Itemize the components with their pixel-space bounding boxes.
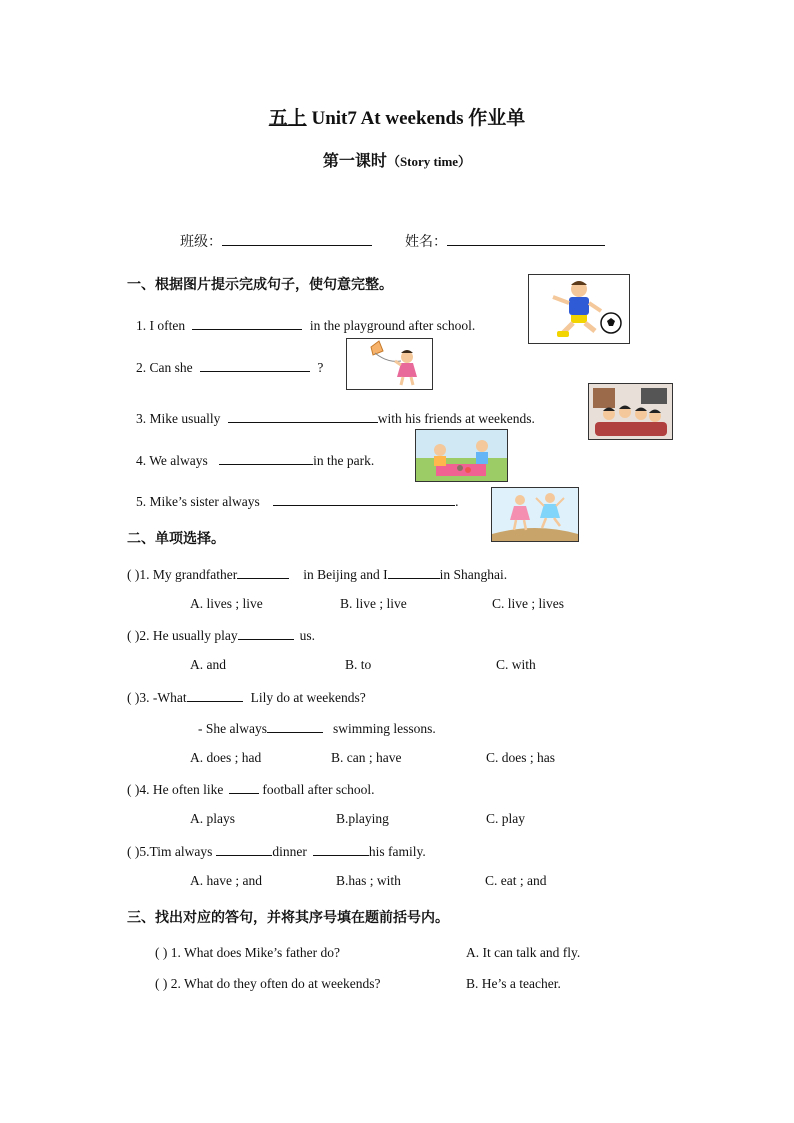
children-having-picnic-image (415, 429, 508, 482)
subtitle-paren: （Story time） (386, 154, 472, 169)
section3-heading: 三、找出对应的答句，并将其序号填在题前括号内。 (127, 910, 449, 926)
mc-q4-option-c[interactable]: C. play (486, 811, 525, 826)
match-item-1-paren[interactable]: ( ) (155, 945, 168, 960)
match-item-2-paren[interactable]: ( ) (155, 976, 168, 991)
class-field (180, 231, 372, 251)
name-field (405, 231, 605, 251)
mc-q5-blank-1[interactable] (216, 842, 272, 856)
s1-item-5-rest: . (455, 494, 459, 509)
mc-q1-option-a[interactable]: A. lives ; live (190, 596, 263, 611)
mc-q2-option-a[interactable]: A. and (190, 657, 226, 672)
mc-q2-blank[interactable] (238, 626, 294, 640)
mc-q2-text-2: us. (299, 628, 315, 643)
s1-item-2-text: 2. Can she (136, 360, 193, 375)
mc-q4-text: 4. He often like (139, 782, 224, 797)
s1-item-5 (136, 492, 459, 510)
title-main: Unit7 At weekends (311, 108, 464, 129)
section2-heading: 二、单项选择。 (127, 531, 225, 547)
mc-q3-option-c[interactable]: C. does ; has (486, 750, 555, 765)
name-blank[interactable] (447, 232, 605, 246)
s1-item-2-blank[interactable] (200, 358, 310, 372)
mc-q3-blank-1[interactable] (187, 688, 243, 702)
mc-q3-text-2: Lily do at weekends? (250, 690, 366, 705)
s1-item-1 (136, 316, 475, 334)
title-prefix: 五上 (268, 108, 307, 129)
mc-q4-option-b[interactable]: B.playing (336, 811, 389, 826)
mc-question-1 (127, 565, 507, 583)
mc-q5-option-a[interactable]: A. have ; and (190, 873, 262, 888)
mc-q1-text-3: in Shanghai. (439, 567, 508, 582)
mc-q1-option-c[interactable]: C. live ; lives (492, 596, 564, 611)
mc-q4-text-2: football after school. (262, 782, 375, 797)
match-item-1-question: 1. What does Mike’s father do? (170, 945, 340, 960)
mc-q1-blank-1[interactable] (237, 565, 289, 579)
mc-q1-text-2: in Beijing and I (303, 567, 388, 582)
match-item-2-question: 2. What do they often do at weekends? (170, 976, 381, 991)
mc-q3-answer-text: - She always (198, 721, 267, 736)
mc-q5-blank-2[interactable] (313, 842, 369, 856)
match-item-1 (155, 945, 340, 961)
mc-q2-answer-paren[interactable]: ( ) (127, 628, 140, 643)
s1-item-2 (136, 358, 323, 376)
mc-q3-answer-paren[interactable]: ( ) (127, 690, 140, 705)
mc-q3-text: 3. -What (139, 690, 187, 705)
s1-item-3 (136, 409, 535, 427)
mc-q3-blank-2[interactable] (267, 719, 323, 733)
s1-item-1-rest: in the playground after school. (309, 318, 476, 333)
mc-q1-blank-2[interactable] (388, 565, 440, 579)
match-answer-a: A. It can talk and fly. (466, 945, 581, 960)
page-title (0, 103, 794, 130)
mc-q5-text-3: his family. (368, 844, 426, 859)
mc-q1-answer-paren[interactable]: ( ) (127, 567, 140, 582)
mc-q4-blank[interactable] (229, 780, 259, 794)
mc-q3-line-2 (198, 719, 436, 737)
page-subtitle (0, 148, 794, 171)
mc-q2-option-c[interactable]: C. with (496, 657, 536, 672)
s1-item-1-blank[interactable] (192, 316, 302, 330)
mc-q4-answer-paren[interactable]: ( ) (127, 782, 140, 797)
s1-item-5-blank[interactable] (273, 492, 455, 506)
s1-item-4-blank[interactable] (219, 451, 313, 465)
subtitle-main: 第一课时 (322, 153, 387, 170)
mc-question-2 (127, 626, 315, 644)
match-item-2 (155, 976, 380, 992)
friends-watching-film-image (588, 383, 673, 440)
mc-q3-option-a[interactable]: A. does ; had (190, 750, 262, 765)
s1-item-1-text: 1. I often (136, 318, 186, 333)
mc-q1-text: 1. My grandfather (139, 567, 238, 582)
boy-playing-football-image (528, 274, 630, 344)
mc-q5-text-2: dinner (272, 844, 307, 859)
title-suffix: 作业单 (468, 108, 526, 129)
class-label: 班级： (180, 234, 222, 250)
mc-q4-option-a[interactable]: A. plays (190, 811, 235, 826)
mc-q2-text: 2. He usually play (139, 628, 238, 643)
mc-q5-option-c[interactable]: C. eat ; and (485, 873, 547, 888)
s1-item-4 (136, 451, 374, 469)
mc-question-5 (127, 842, 426, 860)
mc-q2-option-b[interactable]: B. to (345, 657, 372, 672)
girls-dancing-image (491, 487, 579, 542)
s1-item-3-text: 3. Mike usually (136, 411, 221, 426)
mc-q3-option-b[interactable]: B. can ; have (331, 750, 402, 765)
s1-item-3-rest: with his friends at weekends. (377, 411, 535, 426)
mc-q5-text: 5.Tim always (139, 844, 213, 859)
name-label: 姓名： (405, 234, 447, 250)
class-blank[interactable] (222, 232, 372, 246)
section1-heading: 一、根据图片提示完成句子，使句意完整。 (127, 277, 393, 293)
mc-question-4 (127, 780, 374, 798)
mc-q1-option-b[interactable]: B. live ; live (340, 596, 407, 611)
s1-item-4-rest: in the park. (313, 453, 375, 468)
s1-item-2-rest: ? (317, 360, 324, 375)
mc-q5-answer-paren[interactable]: ( ) (127, 844, 140, 859)
mc-question-3 (127, 688, 366, 706)
girl-flying-kite-image (346, 338, 433, 390)
match-answer-b: B. He’s a teacher. (466, 976, 561, 991)
s1-item-5-text: 5. Mike’s sister always (136, 494, 260, 509)
mc-q3-answer-text-2: swimming lessons. (332, 721, 436, 736)
s1-item-3-blank[interactable] (228, 409, 378, 423)
mc-q5-option-b[interactable]: B.has ; with (336, 873, 401, 888)
s1-item-4-text: 4. We always (136, 453, 208, 468)
